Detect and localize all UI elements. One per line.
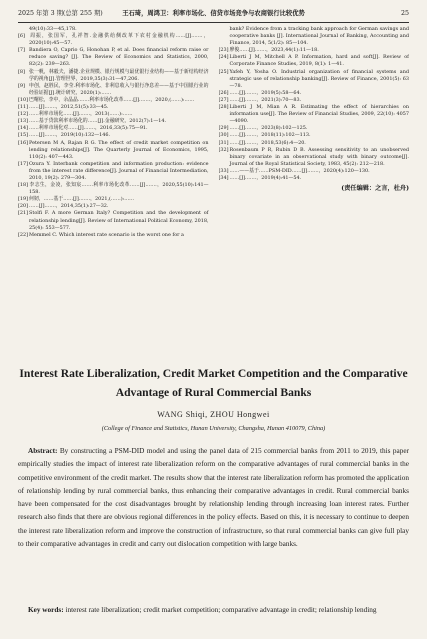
reference-text: bank? Evidence from a tracking bank approach for German savings and cooperative banks [J]. International Journal of Banking, Accounting and Finance, 2014, 5(1/2): 85—104. [229, 26, 409, 47]
reference-entry [18, 210, 209, 231]
reference-number: [31] [218, 139, 229, 146]
reference-number: [30] [218, 132, 229, 139]
reference-entry [219, 140, 410, 147]
reference-text: Memmel C. Which interest rate scenario is the worst one for a [29, 231, 184, 238]
reference-number: [17] [18, 160, 29, 167]
issue-info: 2025 年第 3 期(总第 255 期) [18, 10, 103, 17]
reference-text: 巴曙松，李中，余晶晶.……利率市场化改革……[J].……，2020,(……):…… [29, 96, 195, 103]
reference-number: [23] [218, 47, 229, 54]
reference-number: [33] [218, 167, 229, 174]
reference-entry [219, 97, 410, 104]
reference-number: [24] [218, 54, 229, 61]
reference-number: [26] [218, 89, 229, 96]
reference-text: ……[J].……，2014,35(1):27—32. [29, 203, 109, 210]
reference-number: [13] [18, 118, 29, 125]
reference-entry [219, 147, 410, 168]
article-short-title: 王石琦，周鸿卫：利率市场化、信贷市场竞争与农商银行比较优势 [122, 10, 305, 17]
reference-text: Rosenbaum P R, Rubin D B. Assessing sensitivity to an unobserved binary covariate in an observational study with binary outcome[J]. Journal of the Royal Statistical Society, 1983, 45(2): 212—218. [229, 146, 409, 167]
references-column-right [219, 26, 410, 353]
authors: WANG Shiqi, ZHOU Hongwei [157, 410, 270, 419]
reference-entry [219, 26, 410, 47]
reference-text: ……利率市场化……[J].……，2013(……):…… [29, 111, 133, 118]
reference-number: [19] [18, 196, 29, 203]
reference-number: [32] [218, 146, 229, 153]
reference-text: Liberti J M, Mian A R. Estimating the effect of hierarchies on information use[J]. The Review of Financial Studies, 2009, 22(10): 4057—4090. [229, 104, 409, 125]
reference-number: [12] [18, 111, 29, 118]
reference-entry [219, 90, 410, 97]
reference-text: Yafeh Y, Yosha O. Industrial organization of financial systems and strategic use of relationship banking[J]. Review of Finance, 2001(5): 63—78. [229, 68, 409, 89]
reference-number: [22] [18, 231, 29, 238]
reference-text: Petersen M A, Rajan R G. The effect of credit market competition on lending relationships[J]. The Quarterly Journal of Economics, 1995, 110(2): 407—443. [29, 139, 209, 160]
reference-number: [7] [18, 47, 25, 54]
reference-text: ……[J].……，2019(4):41—54. [229, 174, 302, 181]
reference-text: Bandiera O, Caprio G, Honohan P, et al. Does financial reform raise or reduce saving? [J]. The Review of Economics and Statistics, 2000, 82(2): 239—263. [29, 47, 209, 68]
reference-number: [20] [18, 203, 29, 210]
reference-text: Stolfi F. A more German Italy? Competition and the development of relationship lending[J]. Review of International Political Economy, 2018, 25(4): 553—577. [29, 210, 209, 231]
reference-number: [28] [218, 104, 229, 111]
keywords-label: Key words: [28, 606, 64, 614]
reference-text: 49(10):33—45,178. [29, 26, 77, 32]
reference-number: [14] [18, 125, 29, 132]
reference-number: [6] [18, 33, 25, 40]
page-number: 25 [400, 10, 409, 17]
reference-text: ……[J].……，2019(10):132—146. [29, 132, 111, 139]
reference-entry [18, 132, 209, 139]
reference-entry [18, 203, 209, 210]
reference-number: [9] [18, 82, 25, 89]
reference-text: ……[J].……，2012,51(5):33—45. [29, 104, 109, 111]
reference-number: [8] [18, 68, 25, 75]
reference-text: ……[J].……，2021(3):70—83. [229, 96, 302, 103]
reference-number: [21] [18, 210, 29, 217]
reference-entry [18, 161, 209, 182]
reference-entry [219, 168, 410, 175]
reference-entry [219, 69, 410, 90]
reference-number: [34] [218, 174, 229, 181]
references-column-left [18, 26, 209, 353]
reference-text: ……[J].……，2018,53(6):4—20. [229, 139, 306, 146]
reference-text: 周振，张国军，孔祥智.金融供给侧改革下农村金融机构……[J].……，2020(10):45—57. [29, 33, 209, 47]
reference-number: [18] [18, 182, 29, 189]
reference-number: [11] [18, 104, 29, 111]
reference-text: 何韧，……基于……[J].……，2021,(……):…… [29, 196, 135, 203]
reference-entry [18, 47, 209, 68]
reference-number: [29] [218, 125, 229, 132]
affiliation: (College of Finance and Statistics, Hunan University, Changsha, Hunan 410079, China) [101, 425, 326, 432]
reference-number: [10] [18, 96, 29, 103]
reference-text: 申创，赵胜民，李莹.利率市场化、非利息收入与银行净息差——基于中国银行业的经验证据[J].统计研究，2020(1):…… [29, 82, 209, 96]
reference-text: Ozura Y. Interbank competition and information production: evidence from the interest rate difference[J]. Journal of Financial Intermediation, 2010, 19(2): 279—304. [29, 160, 209, 181]
reference-text: ……[J].……，2019(5):58—64. [229, 89, 302, 96]
reference-entry [18, 182, 209, 196]
reference-text: ……[J].……，2023(8):102—125. [229, 125, 308, 132]
reference-entry [219, 47, 410, 54]
keywords-text: interest rate liberalization; credit market competition; comparative advantage in credit; relationship lending [65, 606, 377, 614]
english-title: Interest Rate Liberalization, Credit Market Competition and the Comparative Advantage of Rural Commercial Banks [19, 367, 408, 399]
reference-number: [15] [18, 132, 29, 139]
reference-number: [16] [18, 139, 29, 146]
english-abstract [18, 445, 409, 551]
reference-text: 廖俊……[J].……，2023,44(1):11—18. [229, 47, 319, 54]
reference-number: [27] [218, 96, 229, 103]
reference-entry [219, 132, 410, 139]
reference-entry [219, 175, 410, 182]
references-section [18, 26, 409, 353]
reference-number: [25] [218, 68, 229, 75]
reference-entry [18, 97, 209, 104]
reference-text: ……——基于……PSM-DID……[J].……，2020(4):120—130. [229, 167, 370, 174]
reference-text: 李志生，金凌，张知宸.……利率市场化改革……[J].……，2020,55(10):141—158. [29, 182, 209, 196]
reference-text: ……[J].……，2018(11):102—113. [229, 132, 311, 139]
reference-entry [219, 104, 410, 125]
reference-text: ……利率市场化对……[J].……，2016,33(5):75—91. [29, 125, 148, 132]
reference-entry [18, 69, 209, 83]
running-head [18, 6, 409, 23]
reference-text: 张一帆，林毅夫，潘捷.企业规模、银行规模与最优银行业结构——基于新结构经济学的视角[J].管理世界，2019,35(3):31—47,206. [29, 68, 209, 82]
reference-entry [18, 83, 209, 97]
reference-text: ……基于贷款利率市场化的……[J].金融研究，2012(7):1—14. [29, 118, 167, 125]
reference-text: Liberti J M, Mitchell A P. Information, hard and soft[J]. Review of Corporate Finance Studies, 2019, 8(1): 1—41. [229, 54, 409, 68]
abstract-label: Abstract: [28, 447, 58, 455]
reference-entry [18, 232, 209, 239]
reference-entry [18, 140, 209, 161]
english-keywords [18, 604, 409, 617]
reference-entry [219, 54, 410, 68]
editor-note: (责任编辑：之言，杜舟) [341, 185, 409, 193]
abstract-text: By constructing a PSM-DID model and using the panel data of 215 commercial banks from 2011 to 2019, this paper empirically studies the impact of interest rate liberalization reform on the comparative advantages of rural commercial banks in the competitive environment of the credit market. The results show that the interest rate liberalization reform has promoted the application of relationship lending by rural commercial banks, thus enhancing their comparative advantages in credit. Rural commercial banks have been compensated for the cost disadvantages brought by relationship lending through increasing loan interest rates. Further research also finds that there are obvious regional differences in the policy effects. Based on this, it is necessary to continue to deepen the interest rate liberalization reform and improve the construction of infrastructure, so that rural commercial banks can give full play to their comparative advantages in credit and carry out dislocation competition with large banks. [18, 447, 409, 549]
reference-entry [18, 33, 209, 47]
